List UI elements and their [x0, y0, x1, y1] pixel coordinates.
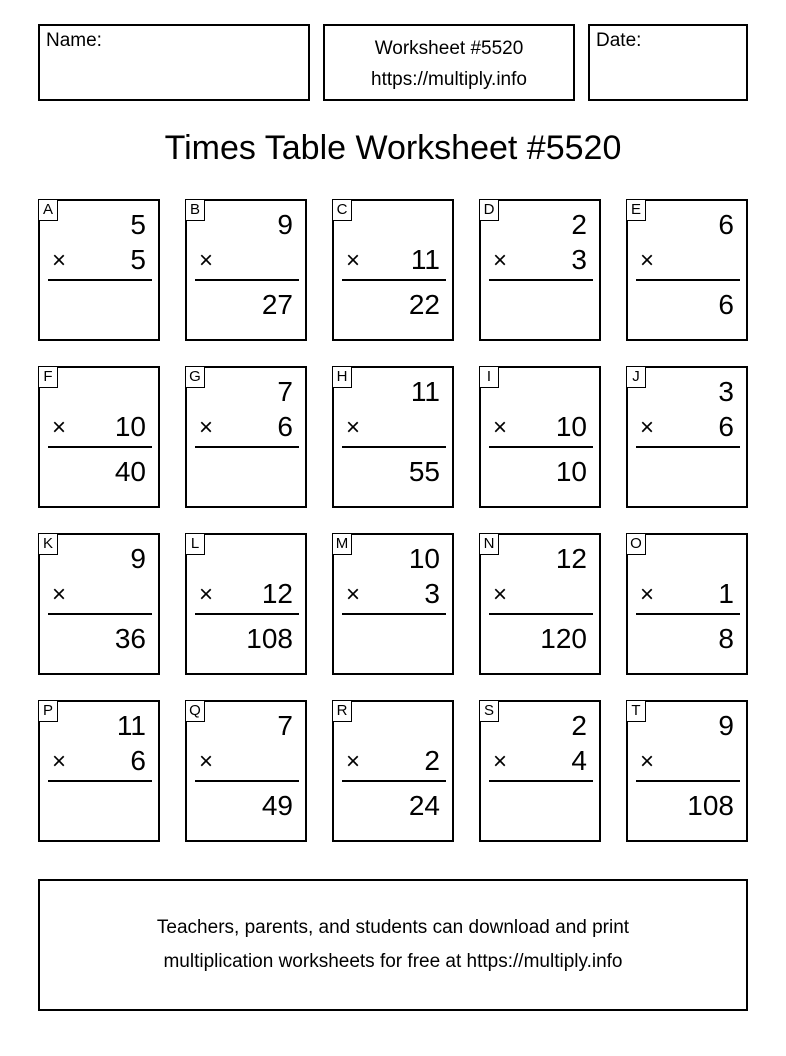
problem-letter: R — [332, 700, 352, 722]
problem-letter: T — [626, 700, 646, 722]
problem-top-factor: 11 — [116, 710, 146, 741]
problem-letter: M — [332, 533, 352, 555]
problem-top-factor: 11 — [410, 376, 440, 407]
multiply-sign: × — [199, 414, 214, 441]
problem-card — [626, 700, 748, 842]
problem-answer: 120 — [540, 623, 587, 654]
problem-top-factor: 9 — [277, 209, 293, 240]
multiply-sign: × — [346, 247, 361, 274]
problem-letter: H — [332, 366, 352, 388]
answer-rule — [342, 279, 446, 281]
answer-rule — [48, 780, 152, 782]
answer-rule — [342, 613, 446, 615]
multiply-sign: × — [52, 581, 67, 608]
answer-rule — [489, 780, 593, 782]
problem-answer: 8 — [718, 623, 734, 654]
problem-letter: E — [626, 199, 646, 221]
problem-top-factor: 9 — [718, 710, 734, 741]
problem-bottom-factor: 3 — [571, 244, 587, 275]
problem-card — [479, 199, 601, 341]
problem-answer: 55 — [408, 456, 440, 487]
problem-answer: 36 — [114, 623, 146, 654]
problem-answer: 27 — [261, 289, 293, 320]
problem-card — [626, 199, 748, 341]
problem-top-factor: 10 — [408, 543, 440, 574]
problem-card — [332, 700, 454, 842]
answer-rule — [342, 780, 446, 782]
answer-rule — [195, 446, 299, 448]
name-label: Name: — [46, 30, 102, 51]
multiply-sign: × — [199, 581, 214, 608]
date-field-box — [588, 24, 748, 101]
problem-bottom-factor: 5 — [130, 244, 146, 275]
problem-top-factor: 3 — [718, 376, 734, 407]
multiply-sign: × — [52, 748, 67, 775]
problem-card — [38, 366, 160, 508]
multiply-sign: × — [346, 581, 361, 608]
multiply-sign: × — [199, 247, 214, 274]
answer-rule — [48, 279, 152, 281]
answer-rule — [195, 780, 299, 782]
problem-letter: I — [479, 366, 499, 388]
name-field-box — [38, 24, 310, 101]
problem-letter: A — [38, 199, 58, 221]
problem-top-factor: 12 — [555, 543, 587, 574]
answer-rule — [48, 613, 152, 615]
answer-rule — [195, 613, 299, 615]
problem-letter: G — [185, 366, 205, 388]
problem-card — [38, 533, 160, 675]
footer-line-1: Teachers, parents, and students can download and print — [156, 917, 630, 938]
problem-answer: 49 — [261, 790, 293, 821]
worksheet-number: Worksheet #5520 — [374, 38, 524, 59]
multiply-sign: × — [52, 414, 67, 441]
answer-rule — [489, 613, 593, 615]
problem-top-factor: 7 — [277, 376, 293, 407]
problem-top-factor: 2 — [571, 710, 587, 741]
problem-top-factor: 6 — [718, 209, 734, 240]
problem-bottom-factor: 10 — [555, 411, 587, 442]
problem-card — [626, 366, 748, 508]
problem-answer: 10 — [555, 456, 587, 487]
problem-answer: 6 — [718, 289, 734, 320]
worksheet-url: https://multiply.info — [371, 69, 527, 90]
problem-letter: Q — [185, 700, 205, 722]
problem-card — [185, 533, 307, 675]
answer-rule — [636, 279, 740, 281]
date-label: Date: — [596, 30, 642, 51]
answer-rule — [489, 279, 593, 281]
answer-rule — [636, 446, 740, 448]
answer-rule — [48, 446, 152, 448]
multiply-sign: × — [493, 414, 508, 441]
problem-card — [332, 199, 454, 341]
problem-letter: N — [479, 533, 499, 555]
problem-card — [185, 199, 307, 341]
multiply-sign: × — [199, 748, 214, 775]
multiply-sign: × — [493, 581, 508, 608]
worksheet-id-box — [323, 24, 575, 101]
problem-letter: S — [479, 700, 499, 722]
problem-bottom-factor: 12 — [261, 578, 293, 609]
problem-top-factor: 9 — [130, 543, 146, 574]
problem-card — [332, 366, 454, 508]
problem-letter: B — [185, 199, 205, 221]
multiply-sign: × — [493, 748, 508, 775]
problem-letter: J — [626, 366, 646, 388]
problem-top-factor: 2 — [571, 209, 587, 240]
problem-answer: 40 — [114, 456, 146, 487]
problem-answer: 108 — [687, 790, 734, 821]
multiply-sign: × — [52, 247, 67, 274]
page-title: Times Table Worksheet #5520 — [164, 129, 622, 167]
problem-answer: 22 — [408, 289, 440, 320]
problem-letter: F — [38, 366, 58, 388]
multiply-sign: × — [346, 414, 361, 441]
problem-bottom-factor: 6 — [277, 411, 293, 442]
footer-line-2: multiplication worksheets for free at https://multiply.info — [163, 951, 623, 972]
multiply-sign: × — [640, 748, 655, 775]
multiply-sign: × — [346, 748, 361, 775]
problem-bottom-factor: 6 — [718, 411, 734, 442]
multiply-sign: × — [640, 247, 655, 274]
problem-card — [479, 700, 601, 842]
problem-card — [38, 199, 160, 341]
multiply-sign: × — [493, 247, 508, 274]
problem-card — [185, 700, 307, 842]
problem-letter: L — [185, 533, 205, 555]
problem-letter: D — [479, 199, 499, 221]
answer-rule — [342, 446, 446, 448]
answer-rule — [636, 613, 740, 615]
problem-card — [332, 533, 454, 675]
problem-card — [626, 533, 748, 675]
problem-letter: P — [38, 700, 58, 722]
answer-rule — [489, 446, 593, 448]
problem-card — [479, 533, 601, 675]
problem-card — [479, 366, 601, 508]
problem-answer: 24 — [408, 790, 440, 821]
problem-bottom-factor: 10 — [114, 411, 146, 442]
problem-bottom-factor: 11 — [410, 244, 440, 275]
problem-bottom-factor: 3 — [424, 578, 440, 609]
problem-top-factor: 7 — [277, 710, 293, 741]
multiply-sign: × — [640, 414, 655, 441]
problem-letter: O — [626, 533, 646, 555]
problem-bottom-factor: 1 — [718, 578, 734, 609]
problem-bottom-factor: 4 — [571, 745, 587, 776]
problem-top-factor: 5 — [130, 209, 146, 240]
problem-bottom-factor: 2 — [424, 745, 440, 776]
problem-bottom-factor: 6 — [130, 745, 146, 776]
problem-card — [185, 366, 307, 508]
problem-answer: 108 — [246, 623, 293, 654]
answer-rule — [636, 780, 740, 782]
problem-letter: C — [332, 199, 352, 221]
problem-card — [38, 700, 160, 842]
footer-box — [38, 879, 748, 1011]
problem-letter: K — [38, 533, 58, 555]
multiply-sign: × — [640, 581, 655, 608]
answer-rule — [195, 279, 299, 281]
